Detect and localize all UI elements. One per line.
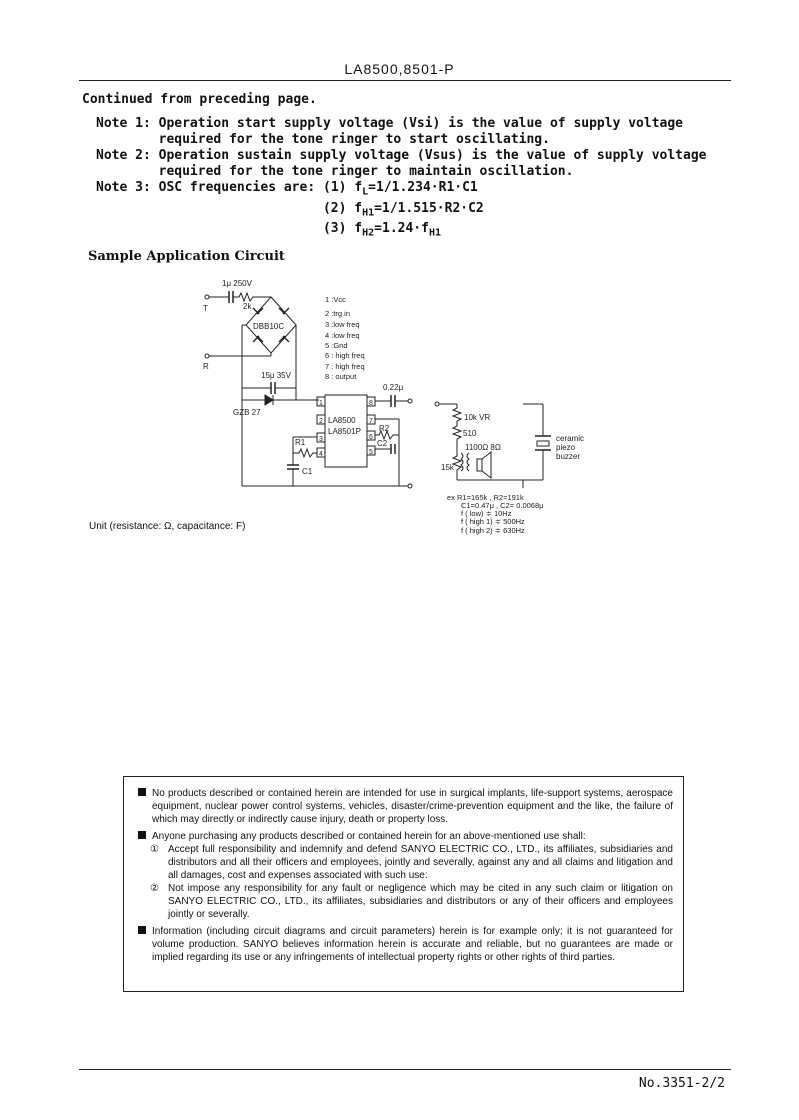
document-number: No.3351-2/2 — [638, 1076, 725, 1091]
r510-label: 510 — [463, 429, 477, 438]
application-circuit-diagram — [195, 278, 595, 518]
buzzer-label-3: buzzer — [556, 452, 581, 461]
circled-two-icon: ② — [150, 883, 159, 894]
example-line-1: ex R1=165k , R2=191k — [447, 493, 524, 502]
pin-2-label: 2 — [319, 418, 323, 425]
pin-legend-3: 3 :low freq — [325, 320, 360, 329]
formula-3-sym: f — [354, 221, 363, 237]
note-1-label: Note 1: — [96, 116, 151, 131]
terminal-r-icon — [205, 354, 209, 358]
formula-2-num: (2) — [322, 200, 347, 216]
example-line-3: f ( low) ≑ 10Hz — [461, 509, 512, 518]
pin-legend-1: 1 :Vcc — [325, 295, 346, 304]
formula-3-num: (3) — [322, 221, 347, 237]
bullet-square-icon — [138, 788, 146, 796]
pin-6-label: 6 — [369, 434, 373, 441]
note-2-line1: Operation sustain supply voltage (Vsus) is the value of supply voltage — [158, 148, 707, 163]
terminal-t-icon — [205, 295, 209, 299]
r1-resistor-icon — [293, 449, 317, 457]
pin-legend-2: 2 :trg in — [325, 309, 351, 318]
vr-label: 10k VR — [464, 413, 491, 422]
buzzer-label-1: ceramic — [556, 434, 585, 443]
disclaimer-subitem-2 — [138, 882, 673, 921]
disclaimer-item-3 — [138, 925, 673, 964]
output-terminal-icon — [408, 399, 412, 403]
disclaimer-subitem-2-text: Not impose any responsibility for any fault or negligence which may be cited in any such claim or litigation on SANYO ELECTRIC CO., LTD., its affiliates, subsidiaries and distributors or any of their officers and employees jointly or severally. — [168, 883, 673, 920]
formula-2-sub: H1 — [362, 207, 375, 219]
formula-2-sym: f — [354, 200, 363, 216]
disclaimer-box — [123, 776, 684, 992]
pin-legend-7: 7 : high freq — [325, 362, 365, 371]
formula-3-expr: =1.24·f — [374, 221, 429, 237]
disclaimer-item-2 — [138, 830, 673, 843]
buzzer-label-2: piezo — [556, 443, 576, 452]
r1-label: R1 — [295, 438, 306, 447]
disclaimer-item-1-text: No products described or contained herein are intended for use in surgical implants, life-support systems, aerospace equipment, nuclear power control systems, vehicles, disaster/crime-prevention equipment and the like, the failure of which may directly or indirectly cause injury, death or property loss. — [152, 788, 673, 825]
volume-resistor-icon — [453, 404, 461, 421]
disclaimer-item-1 — [138, 787, 673, 826]
resistor-15k-icon — [453, 448, 461, 480]
bulk-capacitor-label: 15μ 35V — [261, 371, 291, 380]
formula-2-expr: =1/1.515·R2·C2 — [374, 200, 484, 216]
formula-1-sym: f — [354, 180, 363, 195]
section-title: Sample Application Circuit — [88, 249, 285, 264]
note-2 — [96, 148, 707, 180]
formula-3-sub: H2 — [362, 227, 375, 239]
disclaimer-subitem-1-text: Accept full responsibility and indemnify and defend SANYO ELECTRIC CO., LTD., its affiliates, subsidiaries and distributors and all their officers and employees, jointly and severally, against any and all claims and litigation and all damages, cost and expenses associated with such use: — [168, 844, 673, 881]
pin-legend-6: 6 : high freq — [325, 351, 365, 360]
load-input-terminal-icon — [435, 402, 439, 406]
unit-note: Unit (resistance: Ω, capacitance: F) — [89, 521, 246, 532]
example-extra — [461, 517, 525, 535]
terminal-r-label: R — [203, 362, 209, 371]
pin-8-label: 8 — [369, 400, 373, 407]
transformer-icon — [461, 453, 463, 471]
example-line-4: f ( high 1) ≑ 500Hz — [461, 517, 525, 526]
pin-5-label: 5 — [369, 449, 373, 456]
r15k-label: 15k — [441, 463, 454, 472]
pin-legend-4: 4 :low freq — [325, 331, 360, 340]
note-3-intro: OSC frequencies are: — [158, 180, 316, 195]
resistor-510-icon — [453, 421, 461, 439]
output-ground-terminal-icon — [408, 484, 412, 488]
disclaimer-item-3-text: Information (including circuit diagrams and circuit parameters) herein is for example only; it is not guaranteed for volume production. SANYO believes information herein is accurate and reliable, but no guarantees are made or implied regarding its use or any infringements of intellectual property rights or other rights of third parties. — [152, 926, 673, 963]
pin-1-label: 1 — [319, 400, 323, 407]
pin-4-label: 4 — [319, 451, 323, 458]
c2-label: C2 — [377, 439, 388, 448]
circled-one-icon: ① — [150, 844, 159, 855]
formula-2 — [354, 200, 484, 219]
formula-3-sub2: H1 — [428, 227, 442, 239]
pin-3-label: 3 — [319, 436, 323, 443]
formula-3 — [354, 221, 442, 239]
c1-label: C1 — [302, 467, 313, 476]
note-2-line2: required for the tone ringer to maintain oscillation. — [158, 164, 574, 179]
page-header-title: LA8500,8501-P — [344, 61, 455, 77]
note-2-label: Note 2: — [96, 148, 151, 163]
note-3 — [96, 180, 484, 242]
header-divider — [79, 80, 731, 81]
zener-diode-icon — [265, 395, 273, 405]
note-1-line2: required for the tone ringer to start oscillating. — [158, 132, 550, 147]
transformer-label: 1100Ω 8Ω — [465, 443, 501, 452]
bridge-label: DBB10C — [253, 322, 285, 331]
speaker-icon — [477, 459, 482, 471]
example-line-5: f ( high 2) ≑ 630Hz — [461, 526, 525, 535]
bullet-square-icon — [138, 831, 146, 839]
pin-7-label: 7 — [369, 418, 373, 425]
input-resistor-label: 2k — [243, 302, 252, 311]
zener-label: GZB 27 — [233, 408, 261, 417]
continued-text: Continued from preceding page. — [82, 92, 317, 107]
r2-label: R2 — [379, 424, 390, 433]
input-capacitor-label: 1μ 250V — [222, 279, 252, 288]
ic-name-1: LA8500 — [328, 416, 356, 425]
ic-name-2: LA8501P — [328, 427, 361, 436]
output-capacitor-label: 0.22μ — [383, 383, 404, 392]
pin-legend-8: 8 : output — [325, 372, 357, 381]
disclaimer-subitem-1 — [138, 843, 673, 882]
formula-1-expr: =1/1.234·R1·C1 — [368, 180, 478, 195]
formula-1-num: (1) — [323, 180, 347, 195]
formula-1-sub: L — [362, 186, 369, 198]
example-line-2: C1=0.47μ , C2= 0.0068μ — [461, 501, 544, 510]
disclaimer-item-2-text: Anyone purchasing any products described or contained herein for an above-mentioned use shall: — [152, 831, 586, 842]
pin-legend-5: 5 :Gnd — [325, 341, 348, 350]
note-1-line1: Operation start supply voltage (Vsi) is the value of supply voltage — [158, 116, 684, 131]
note-1 — [96, 116, 683, 148]
terminal-t-label: T — [203, 304, 208, 313]
note-3-label: Note 3: — [96, 180, 151, 195]
bullet-square-icon — [138, 926, 146, 934]
footer-divider — [79, 1069, 731, 1070]
formula-1 — [354, 180, 478, 198]
input-resistor-icon — [233, 293, 271, 301]
